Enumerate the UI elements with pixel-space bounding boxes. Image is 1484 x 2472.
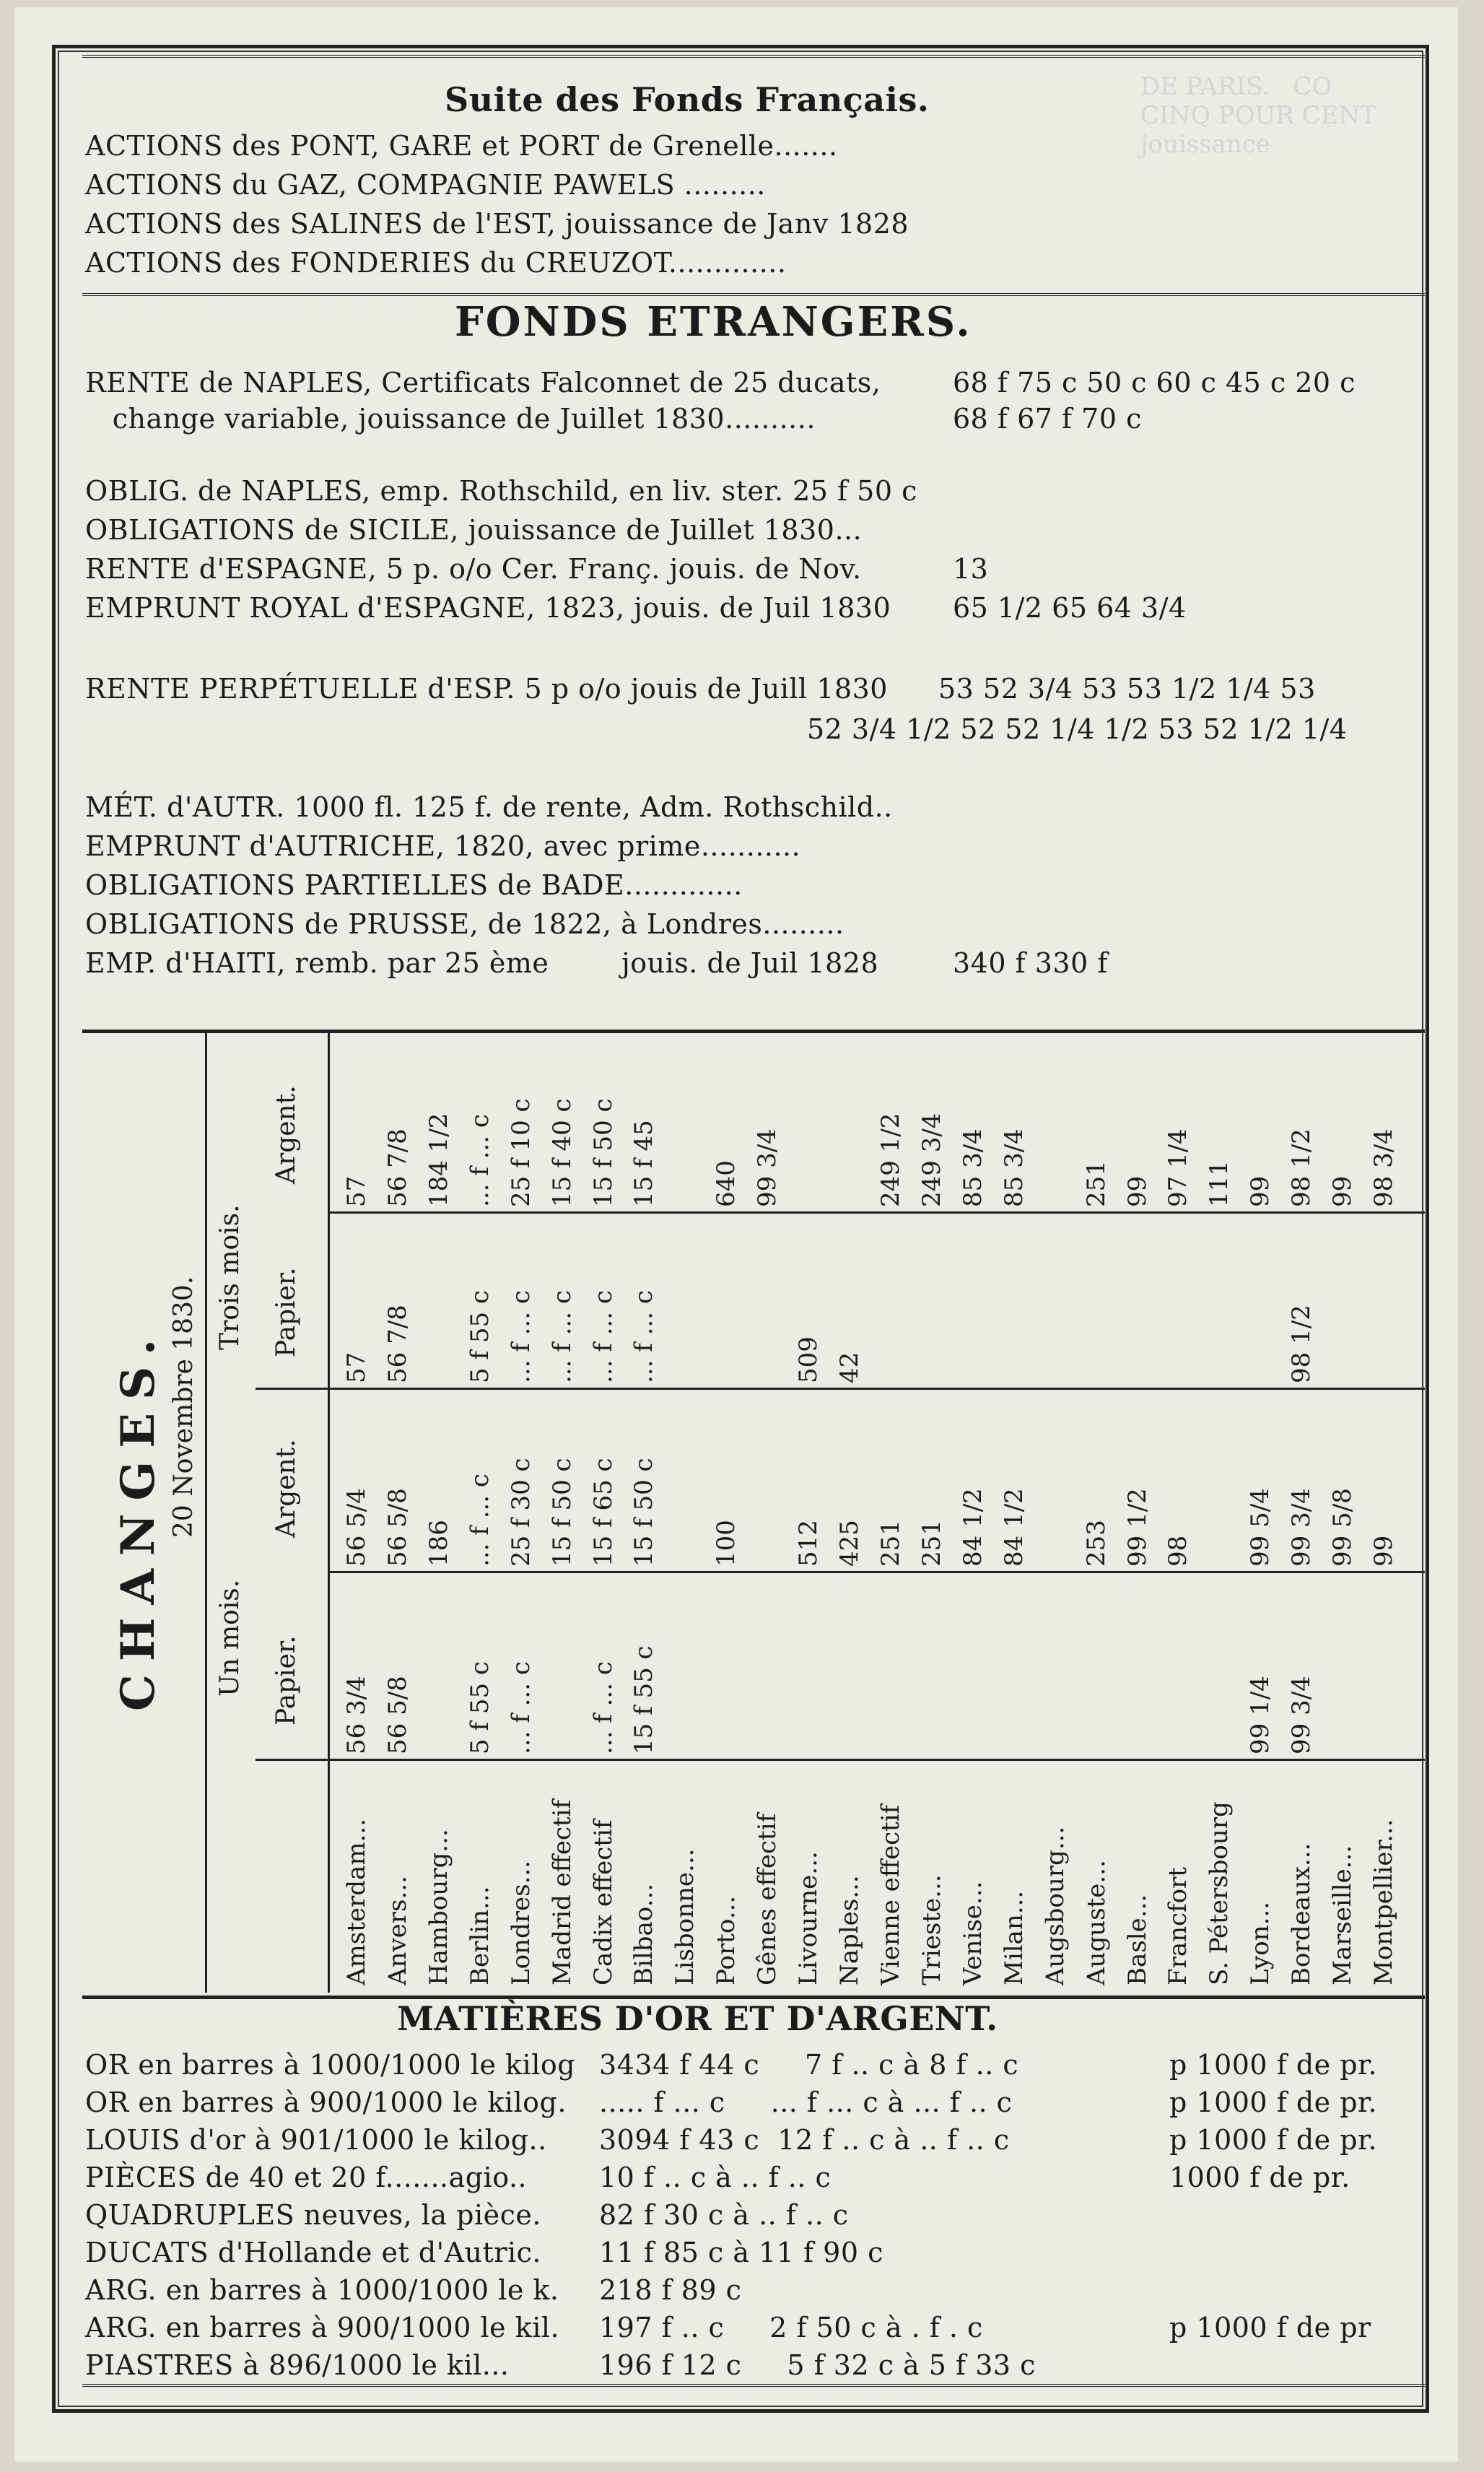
etrangers-row-value: 52 3/4 1/2 52 52 1/4 1/2 53 52 1/2 1/4	[807, 713, 1348, 745]
place-name: S. Pétersbourg	[1205, 1801, 1234, 1985]
un-mois-papier-label: Papier.	[271, 1635, 301, 1725]
matieres-row-value: 218 f 89 c	[599, 2274, 742, 2306]
matieres-row-unit: p 1000 f de pr.	[1169, 2124, 1378, 2156]
etrangers-row-label: EMP. d'HAITI, remb. par 25 ème jouis. de Juil 1828	[85, 947, 879, 979]
place-name: Marseille...	[1328, 1845, 1358, 1985]
changes-date: 20 Novembre 1830.	[169, 1276, 198, 1538]
un-mois-argent-cell: 25 f 30 c	[506, 1458, 536, 1567]
etrangers-row-label: RENTE PERPÉTUELLE d'ESP. 5 p o/o jouis de Juill 1830	[85, 673, 888, 705]
un-mois-argent-cell: 84 1/2	[999, 1488, 1029, 1567]
un-mois-argent-cell: 56 5/8	[383, 1488, 412, 1567]
trois-mois-papier-label: Papier.	[271, 1267, 301, 1357]
place-name: Naples...	[835, 1875, 865, 1985]
table-hline	[328, 1571, 1425, 1573]
matieres-row-value: 11 f 85 c à 11 f 90 c	[599, 2237, 883, 2268]
table-hline	[256, 1759, 1425, 1761]
un-mois-argent-cell: 56 5/4	[342, 1488, 371, 1567]
place-name: Francfort	[1164, 1866, 1193, 1985]
matieres-row-value: 10 f .. c à .. f .. c	[599, 2162, 832, 2193]
un-mois-argent-label: Argent.	[271, 1439, 301, 1538]
etrangers-row-label: OBLIGATIONS de PRUSSE, de 1822, à Londres.........	[85, 908, 844, 940]
place-name: Basle...	[1122, 1894, 1152, 1985]
place-name: Auguste...	[1081, 1860, 1111, 1985]
un-mois-argent-cell: 99 3/4	[1287, 1488, 1317, 1567]
trois-mois-argent-label: Argent.	[271, 1085, 301, 1184]
trois-mois-argent-cell: 85 3/4	[958, 1128, 987, 1207]
matieres-row-label: OR en barres à 1000/1000 le kilog	[85, 2049, 576, 2081]
matieres-row-value: ..... f ... c ... f ... c à ... f .. c	[599, 2086, 1013, 2118]
un-mois-argent-cell: 15 f 65 c	[588, 1458, 618, 1567]
etrangers-row-label: MÉT. d'AUTR. 1000 fl. 125 f. de rente, Adm. Rothschild..	[85, 791, 893, 823]
etrangers-row-label: RENTE de NAPLES, Certificats Falconnet de 25 ducats,	[85, 367, 881, 399]
table-hline	[256, 1388, 1425, 1390]
matieres-row-label: PIASTRES à 896/1000 le kil...	[85, 2349, 510, 2381]
un-mois-argent-cell: 425	[835, 1520, 865, 1567]
place-name: Bilbao...	[629, 1883, 659, 1985]
newspaper-page	[14, 7, 1458, 2462]
un-mois-argent-cell: 99	[1369, 1535, 1399, 1567]
trois-mois-label: Trois mois.	[215, 1204, 245, 1350]
trois-mois-papier-cell: ... f ... c	[588, 1290, 618, 1383]
trois-mois-argent-cell: 85 3/4	[999, 1128, 1029, 1207]
un-mois-papier-cell: 99 3/4	[1287, 1676, 1317, 1754]
trois-mois-papier-cell: 509	[794, 1336, 824, 1383]
place-name: Gênes effectif	[753, 1813, 782, 1985]
place-name: Montpellier...	[1369, 1819, 1399, 1985]
etrangers-row-label: OBLIGATIONS de SICILE, jouissance de Juillet 1830...	[85, 514, 863, 546]
matieres-row-value: 3434 f 44 c 7 f .. c à 8 f .. c	[599, 2049, 1019, 2081]
place-name: Lyon...	[1246, 1902, 1275, 1985]
place-name: Anvers...	[383, 1876, 412, 1985]
show-through-text: DE PARIS. CO CINQ POUR CENT jouissance	[1140, 72, 1376, 159]
place-name: Porto...	[712, 1895, 741, 1985]
etrangers-row-label: EMPRUNT d'AUTRICHE, 1820, avec prime...........	[85, 830, 801, 862]
trois-mois-argent-cell: 111	[1205, 1160, 1234, 1207]
un-mois-argent-cell: 251	[876, 1520, 905, 1567]
un-mois-argent-cell: 99 5/8	[1328, 1488, 1358, 1567]
fonds-francais-row: ACTIONS des PONT, GARE et PORT de Grenelle.......	[85, 130, 838, 162]
un-mois-argent-cell: 99 1/2	[1122, 1488, 1152, 1567]
un-mois-argent-cell: 15 f 50 c	[629, 1458, 659, 1567]
trois-mois-papier-cell: 98 1/2	[1287, 1305, 1317, 1383]
place-name: Milan...	[999, 1890, 1029, 1985]
trois-mois-argent-cell: 98 1/2	[1287, 1128, 1317, 1207]
un-mois-argent-cell: 512	[794, 1520, 824, 1567]
matieres-row-label: DUCATS d'Hollande et d'Autric.	[85, 2237, 541, 2268]
trois-mois-argent-cell: 15 f 45	[629, 1120, 659, 1207]
un-mois-argent-cell: 253	[1081, 1520, 1111, 1567]
un-mois-argent-cell: 100	[712, 1520, 741, 1567]
etrangers-row-label: OBLIG. de NAPLES, emp. Rothschild, en liv. ster. 25 f 50 c	[85, 475, 917, 507]
etrangers-row-label: RENTE d'ESPAGNE, 5 p. o/o Cer. Franç. jouis. de Nov.	[85, 553, 862, 585]
changes-title: CHANGES.	[111, 1326, 165, 1711]
etrangers-row-value: 68 f 75 c 50 c 60 c 45 c 20 c	[953, 367, 1356, 399]
etrangers-row-value: 68 f 67 f 70 c	[953, 403, 1142, 435]
top-rule	[82, 55, 1425, 62]
trois-mois-papier-cell: 56 7/8	[383, 1305, 412, 1383]
matieres-row-label: OR en barres à 900/1000 le kilog.	[85, 2086, 567, 2118]
trois-mois-argent-cell: 249 1/2	[876, 1113, 905, 1207]
trois-mois-argent-cell: 184 1/2	[424, 1113, 453, 1207]
etrangers-row-label: OBLIGATIONS PARTIELLES de BADE.............	[85, 869, 743, 901]
fonds-francais-row: ACTIONS des FONDERIES du CREUZOT.............	[85, 247, 787, 279]
un-mois-papier-cell: ... f ... c	[506, 1661, 536, 1754]
un-mois-argent-cell: 99 5/4	[1246, 1488, 1275, 1567]
un-mois-papier-cell: 56 5/8	[383, 1676, 412, 1754]
matieres-row-value: 3094 f 43 c 12 f .. c à .. f .. c	[599, 2124, 1010, 2156]
un-mois-papier-cell: ... f ... c	[588, 1661, 618, 1754]
matieres-row-value: 82 f 30 c à .. f .. c	[599, 2199, 849, 2231]
matieres-row-value: 196 f 12 c 5 f 32 c à 5 f 33 c	[599, 2349, 1036, 2381]
matieres-row-label: ARG. en barres à 1000/1000 le k.	[85, 2274, 559, 2306]
trois-mois-argent-cell: 56 7/8	[383, 1128, 412, 1207]
trois-mois-argent-cell: 249 3/4	[917, 1113, 946, 1207]
matieres-row-value: 197 f .. c 2 f 50 c à . f . c	[599, 2312, 983, 2343]
matieres-row-label: PIÈCES de 40 et 20 f.......agio..	[85, 2162, 528, 2193]
fonds-francais-title: Suite des Fonds Français.	[445, 80, 930, 119]
un-mois-papier-cell: 5 f 55 c	[465, 1661, 494, 1754]
place-name: Londres...	[506, 1860, 536, 1985]
trois-mois-argent-cell: 97 1/4	[1164, 1128, 1193, 1207]
place-name: Livourne...	[794, 1851, 824, 1985]
un-mois-argent-cell: ... f ... c	[465, 1474, 494, 1567]
place-name: Venise...	[958, 1881, 987, 1985]
place-name: Trieste...	[917, 1874, 946, 1985]
trois-mois-argent-cell: 99	[1246, 1175, 1275, 1207]
etrangers-row-label: change variable, jouissance de Juillet 1830..........	[85, 403, 816, 435]
un-mois-papier-cell: 99 1/4	[1246, 1676, 1275, 1754]
trois-mois-argent-cell: 99	[1328, 1175, 1358, 1207]
place-name: Madrid effectif	[547, 1799, 577, 1985]
etrangers-row-value: 340 f 330 f	[953, 947, 1108, 979]
fonds-etrangers-title: FONDS ETRANGERS.	[455, 298, 972, 346]
matieres-row-unit: 1000 f de pr.	[1169, 2162, 1350, 2193]
table-vline	[205, 1032, 207, 1993]
table-hline	[328, 1211, 1425, 1214]
un-mois-label: Un mois.	[215, 1579, 245, 1697]
trois-mois-papier-cell: ... f ... c	[629, 1290, 659, 1383]
trois-mois-papier-cell: 5 f 55 c	[465, 1290, 494, 1383]
place-name: Lisbonne...	[671, 1848, 700, 1985]
place-name: Cadix effectif	[588, 1819, 618, 1985]
trois-mois-argent-cell: 98 3/4	[1369, 1128, 1399, 1207]
etrangers-row-value: 13	[953, 553, 989, 585]
place-name: Amsterdam...	[342, 1819, 371, 1985]
matieres-row-label: QUADRUPLES neuves, la pièce.	[85, 2199, 541, 2231]
trois-mois-argent-cell: 15 f 40 c	[547, 1098, 577, 1207]
trois-mois-papier-cell: ... f ... c	[547, 1290, 577, 1383]
trois-mois-argent-cell: 99	[1122, 1175, 1152, 1207]
place-name: Berlin...	[465, 1886, 494, 1985]
place-name: Bordeaux...	[1287, 1842, 1317, 1985]
etrangers-row-value: 65 1/2 65 64 3/4	[953, 592, 1187, 624]
matieres-row-unit: p 1000 f de pr	[1169, 2312, 1371, 2343]
fonds-francais-row: ACTIONS du GAZ, COMPAGNIE PAWELS .........	[85, 169, 766, 201]
table-vline	[328, 1032, 330, 1993]
trois-mois-argent-cell: 99 3/4	[753, 1128, 782, 1207]
trois-mois-argent-cell: 15 f 50 c	[588, 1098, 618, 1207]
place-name: Vienne effectif	[876, 1804, 905, 1985]
etrangers-row-value: 53 52 3/4 53 53 1/2 1/4 53	[938, 673, 1316, 705]
un-mois-argent-cell: 84 1/2	[958, 1488, 987, 1567]
un-mois-papier-cell: 15 f 55 c	[629, 1645, 659, 1754]
matieres-row-unit: p 1000 f de pr.	[1169, 2086, 1378, 2118]
matieres-row-label: ARG. en barres à 900/1000 le kil.	[85, 2312, 560, 2343]
trois-mois-argent-cell: 25 f 10 c	[506, 1098, 536, 1207]
place-name: Hambourg...	[424, 1829, 453, 1985]
trois-mois-argent-cell: ... f ... c	[465, 1114, 494, 1207]
etrangers-row-label: EMPRUNT ROYAL d'ESPAGNE, 1823, jouis. de Juil 1830	[85, 592, 891, 624]
un-mois-argent-cell: 98	[1164, 1535, 1193, 1567]
trois-mois-argent-cell: 640	[712, 1160, 741, 1207]
un-mois-papier-cell: 56 3/4	[342, 1676, 371, 1754]
fonds-francais-row: ACTIONS des SALINES de l'EST, jouissance de Janv 1828	[85, 208, 909, 240]
place-name: Augsbourg...	[1040, 1826, 1070, 1985]
trois-mois-papier-cell: 42	[835, 1352, 865, 1383]
matieres-row-label: LOUIS d'or à 901/1000 le kilog..	[85, 2124, 547, 2156]
trois-mois-argent-cell: 251	[1081, 1160, 1111, 1207]
trois-mois-papier-cell: 57	[342, 1352, 371, 1383]
changes-table	[82, 1032, 1425, 1993]
matieres-title: MATIÈRES D'OR ET D'ARGENT.	[397, 1999, 998, 2038]
trois-mois-argent-cell: 57	[342, 1175, 371, 1207]
bottom-rule	[82, 2384, 1425, 2391]
trois-mois-papier-cell: ... f ... c	[506, 1290, 536, 1383]
matieres-row-unit: p 1000 f de pr.	[1169, 2049, 1378, 2081]
un-mois-argent-cell: 251	[917, 1520, 946, 1567]
un-mois-argent-cell: 186	[424, 1520, 453, 1567]
un-mois-argent-cell: 15 f 50 c	[547, 1458, 577, 1567]
